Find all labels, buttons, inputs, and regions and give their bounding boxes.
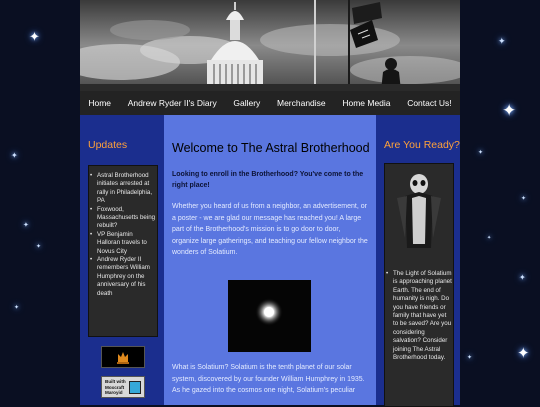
badge-logo-icon: [129, 381, 141, 394]
update-item[interactable]: [89, 172, 157, 206]
star-icon: ✦: [502, 101, 517, 121]
built-with-badge[interactable]: [101, 376, 145, 398]
updates-box: [88, 165, 158, 337]
star-icon: ✦: [478, 149, 484, 156]
right-sidebar: [376, 115, 460, 405]
emblem-badge[interactable]: [101, 346, 145, 368]
solatium-photo: [228, 280, 311, 352]
star-icon: ✦: [487, 235, 492, 241]
left-sidebar: [80, 115, 164, 405]
nav-home[interactable]: Home: [88, 98, 112, 108]
update-item[interactable]: [89, 231, 157, 256]
update-item[interactable]: [89, 206, 157, 231]
update-link[interactable]: VP Benjamin Halloran travels to Novus City: [97, 230, 147, 255]
star-icon: ✦: [498, 37, 506, 47]
ready-box: [384, 163, 454, 407]
nav-home-media[interactable]: Home Media: [342, 98, 391, 108]
update-item[interactable]: [89, 256, 157, 298]
header-banner: [80, 0, 460, 91]
ready-heading: Are You Ready?: [384, 139, 460, 151]
update-link[interactable]: Foxwood, Massachusetts being rebuilt?: [97, 205, 156, 230]
main-navbar: [80, 91, 460, 116]
page-title: Welcome to The Astral Brotherhood: [172, 141, 370, 155]
nav-merchandise[interactable]: Merchandise: [276, 98, 326, 108]
star-icon: ✦: [517, 344, 530, 362]
page-container: [80, 0, 460, 405]
star-icon: ✦: [519, 273, 526, 282]
ready-item: [385, 270, 453, 362]
solatium-paragraph: What is Solatium? Solatium is the tenth planet of our solar system, discovered by our founder William Humphrey in 1935. As he gazed into the cosmos one night, Solatium's peculiar: [172, 364, 365, 395]
alien-figure-image: [385, 168, 453, 260]
lead-text: Looking to enroll in the Brotherhood? You've come to the right place!: [172, 171, 364, 189]
built-with-text: Built with Moxcraft Maroyid: [105, 379, 126, 396]
glowing-planet-icon: [228, 280, 311, 352]
star-icon: ✦: [36, 243, 42, 250]
updates-heading: Updates: [88, 139, 128, 151]
crown-icon: [102, 347, 144, 367]
nav-contact[interactable]: Contact Us!: [407, 98, 452, 108]
nav-diary[interactable]: Andrew Ryder II's Diary: [127, 98, 217, 108]
intro-paragraph: Whether you heard of us from a neighbor, an advertisement, or a poster - we are glad our message has reached you! A large part of the Brotherhood's mission is to go door to door, organize large gatherings, and teaching our fellow neighbor the wonders of Solatium.: [172, 203, 368, 257]
update-link[interactable]: Astral Brotherhood initiates arrested at rally in Philadelphia, PA: [97, 172, 153, 205]
star-icon: ✦: [14, 304, 20, 311]
star-icon: ✦: [467, 354, 473, 361]
star-icon: ✦: [23, 221, 29, 229]
star-icon: ✦: [29, 30, 40, 45]
ready-text: The Light of Solatium is approaching planet Earth. The end of humanity is nigh. Do you have friends or family that have yet to be saved? Are you considering salvation? Consider joining The Astral Brotherhood today.: [393, 270, 452, 362]
main-content: [164, 115, 376, 405]
nav-gallery[interactable]: Gallery: [233, 98, 261, 108]
star-icon: ✦: [521, 195, 527, 202]
star-icon: ✦: [11, 151, 18, 160]
capitol-banner-image: [80, 0, 460, 91]
update-link[interactable]: Andrew Ryder II remembers William Humphrey on the anniversary of his death: [97, 256, 150, 297]
